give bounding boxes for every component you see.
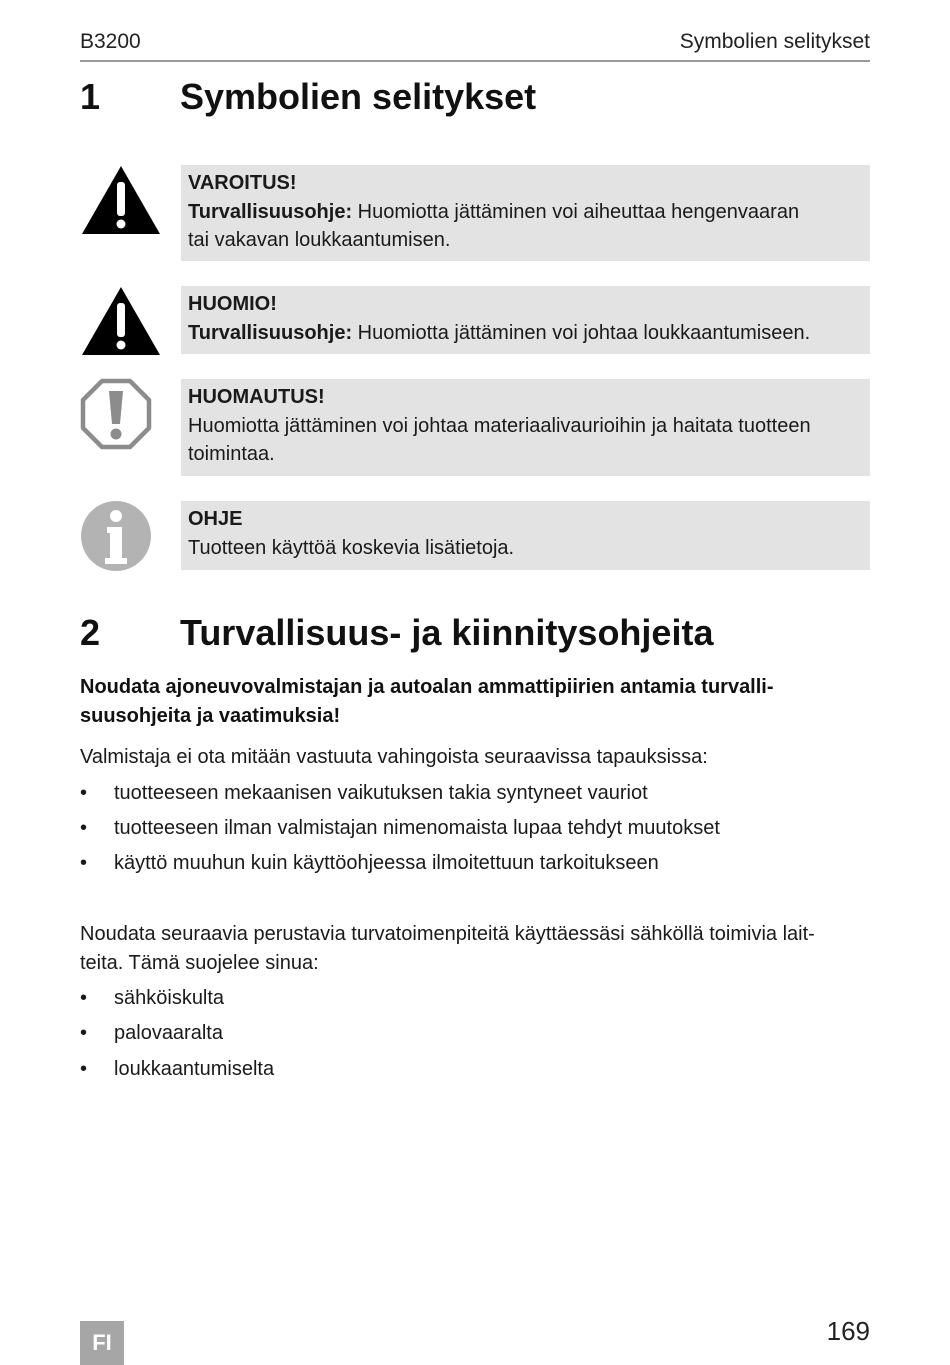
warning-notice-box <box>181 165 870 261</box>
section1-number: 1 <box>80 76 101 117</box>
electrical-safety-line1: Noudata seuraavia perustavia turvatoimenpiteitä käyttäessäsi sähköllä toimivia lait- <box>80 923 815 945</box>
warning-notice-label: Turvallisuusohje: <box>188 200 353 223</box>
bullet-marker: • <box>80 987 88 1009</box>
info-notice-box <box>181 501 870 570</box>
safety-lead-text <box>80 673 880 730</box>
list-item-text: tuotteeseen ilman valmistajan nimenomaista lupaa tehdyt muutokset <box>114 817 720 839</box>
warning-notice-title: VAROITUS! <box>188 172 297 194</box>
caution-notice-line1 <box>188 319 862 348</box>
list-item-text: sähköiskulta <box>114 987 225 1009</box>
info-notice-title: OHJE <box>188 508 243 530</box>
bullet-marker: • <box>80 782 88 804</box>
language-badge: FI <box>80 1321 124 1365</box>
caution-notice-title: HUOMIO! <box>188 293 277 315</box>
notice-line1: Huomiotta jättäminen voi johtaa materiaalivaurioihin ja haitata tuotteen <box>188 414 811 437</box>
safety-lead-line2: suusohjeita ja vaatimuksia! <box>80 704 341 727</box>
caution-notice-text: Huomiotta jättäminen voi johtaa loukkaantumiseen. <box>352 321 811 344</box>
notice-box <box>181 379 870 476</box>
warning-notice-text: Huomiotta jättäminen voi aiheuttaa hengenvaaran <box>352 200 800 223</box>
bullet-marker: • <box>80 817 88 839</box>
warning-notice-line1 <box>188 198 862 227</box>
header-product-code: B3200 <box>80 30 141 53</box>
electrical-safety-line2: teita. Tämä suojelee sinua: <box>80 951 319 974</box>
header-rule <box>80 60 870 62</box>
warning-notice-line2: tai vakavan loukkaantumisen. <box>188 229 451 251</box>
bullet-marker: • <box>80 1058 88 1080</box>
section2-title: Turvallisuus- ja kiinnitysohjeita <box>180 612 714 653</box>
caution-notice-label: Turvallisuusohje: <box>188 321 353 344</box>
caution-notice-box <box>181 286 870 354</box>
section2-number: 2 <box>80 612 101 653</box>
list-item-text: loukkaantumiselta <box>114 1058 275 1080</box>
notice-octagon-icon <box>80 378 152 450</box>
bullet-marker: • <box>80 1022 88 1044</box>
list-item-text: tuotteeseen mekaanisen vaikutuksen takia syntyneet vauriot <box>114 782 648 804</box>
liability-paragraph: Valmistaja ei ota mitään vastuuta vahingoista seuraavissa tapauksissa: <box>80 746 708 768</box>
header-section-title: Symbolien selitykset <box>679 30 870 53</box>
info-icon <box>80 500 152 572</box>
electrical-safety-paragraph <box>80 920 870 977</box>
list-item-text: palovaaralta <box>114 1022 223 1044</box>
notice-line2: toimintaa. <box>188 443 275 465</box>
list-item-text: käyttö muuhun kuin käyttöohjeessa ilmoitettuun tarkoitukseen <box>114 852 659 874</box>
warning-triangle-icon <box>80 164 162 236</box>
info-notice-line1: Tuotteen käyttöä koskevia lisätietoja. <box>188 536 515 559</box>
bullet-marker: • <box>80 852 88 874</box>
safety-lead-line1: Noudata ajoneuvovalmistajan ja autoalan ammattipiirien antamia turvalli- <box>80 676 774 698</box>
caution-triangle-icon <box>80 285 162 357</box>
page-number: 169 <box>826 1316 870 1346</box>
section1-title: Symbolien selitykset <box>180 76 537 117</box>
notice-title: HUOMAUTUS! <box>188 386 325 408</box>
